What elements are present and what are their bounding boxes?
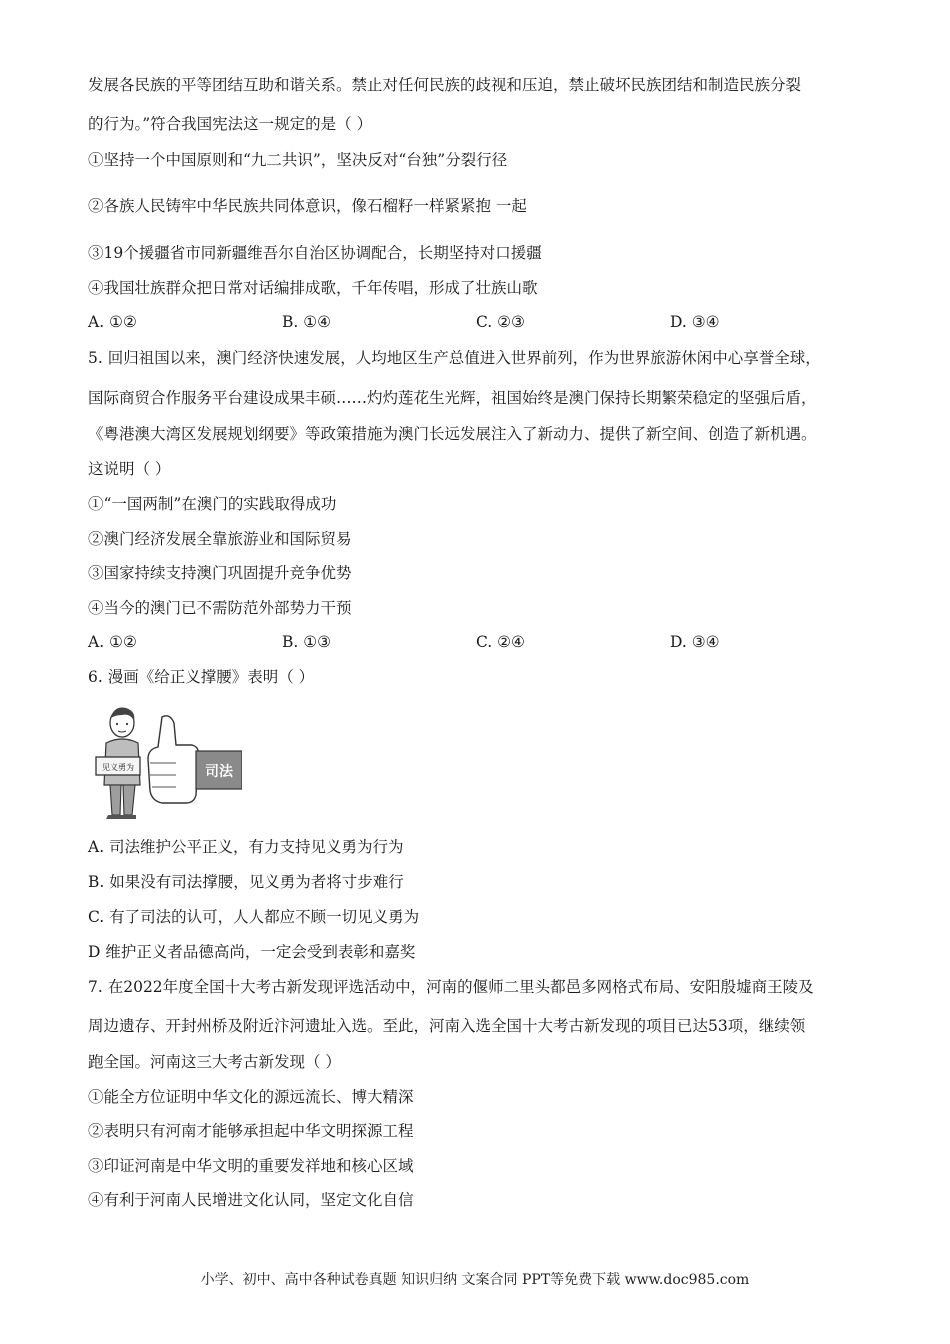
sleeve-text: 司法 <box>205 764 233 780</box>
q7-statement-1: ①能全方位证明中华文化的源远流长、博大精深 <box>88 1088 414 1106</box>
sign-board <box>96 757 140 775</box>
q5-option-c: C. ②④ <box>476 633 525 651</box>
q5-stem-line-4: 这说明（ ） <box>88 460 171 478</box>
q4-option-d: D. ③④ <box>670 313 720 331</box>
q4-stem-line-2: 的行为。”符合我国宪法这一规定的是（ ） <box>88 115 373 133</box>
q5-options <box>88 632 868 652</box>
justice-comic-image <box>92 703 242 821</box>
q7-statement-2: ②表明只有河南才能够承担起中华文明探源工程 <box>88 1122 414 1140</box>
page-footer: 小学、初中、高中各种试卷真题 知识归纳 文案合同 PPT等免费下载 www.doc985.com <box>200 1272 750 1288</box>
q7-stem-line-3: 跑全国。河南这三大考古新发现（ ） <box>88 1053 341 1071</box>
q4-option-a: A. ①② <box>88 313 137 331</box>
q4-statement-2: ②各族人民铸牢中华民族共同体意识，像石榴籽一样紧紧抱 一起 <box>88 197 527 215</box>
q5-statement-2: ②澳门经济发展全靠旅游业和国际贸易 <box>88 530 352 548</box>
q5-stem-line-3: 《粤港澳大湾区发展规划纲要》等政策措施为澳门长远发展注入了新动力、提供了新空间、创造了新机遇。 <box>88 425 817 443</box>
q7-stem-line-2: 周边遗存、开封州桥及附近汴河遗址入选。至此，河南入选全国十大考古新发现的项目已达53项，继续领 <box>88 1017 806 1035</box>
q5-option-b: B. ①③ <box>282 633 332 651</box>
q6-option-d: D 维护正义者品德高尚，一定会受到表彰和嘉奖 <box>88 943 416 961</box>
q6-option-a: A. 司法维护公平正义，有力支持见义勇为行为 <box>88 838 404 856</box>
q5-option-a: A. ①② <box>88 633 137 651</box>
q4-option-b: B. ①④ <box>282 313 332 331</box>
q5-stem-line-1: 5. 回归祖国以来，澳门经济快速发展，人均地区生产总值进入世界前列，作为世界旅游休闲中心享誉全球， <box>88 349 821 367</box>
judiciary-sleeve <box>196 751 242 789</box>
q5-statement-3: ③国家持续支持澳门巩固提升竞争优势 <box>88 564 352 582</box>
q4-stem-line-1: 发展各民族的平等团结互助和谐关系。禁止对任何民族的歧视和压迫，禁止破坏民族团结和制造民族分裂 <box>88 76 802 94</box>
q5-option-d: D. ③④ <box>670 633 720 651</box>
q6-stem: 6. 漫画《给正义撑腰》表明（ ） <box>88 668 315 686</box>
q4-statement-1: ①坚持一个中国原则和“九二共识”，坚决反对“台独”分裂行径 <box>88 151 508 169</box>
q6-option-c: C. 有了司法的认可，人人都应不顾一切见义勇为 <box>88 908 420 926</box>
q6-option-b: B. 如果没有司法撑腰，见义勇为者将寸步难行 <box>88 873 404 891</box>
q7-stem-line-1: 7. 在2022年度全国十大考古新发现评选活动中，河南的偃师二里头都邑多网格式布局、安阳殷墟商王陵及 <box>88 978 814 996</box>
q7-statement-4: ④有利于河南人民增进文化认同，坚定文化自信 <box>88 1191 414 1209</box>
q4-option-c: C. ②③ <box>476 313 525 331</box>
q4-options <box>88 312 868 332</box>
q5-statement-1: ①“一国两制”在澳门的实践取得成功 <box>88 495 337 513</box>
q4-statement-4: ④我国壮族群众把日常对话编排成歌，千年传唱，形成了壮族山歌 <box>88 279 538 297</box>
q4-statement-3: ③19个援疆省市同新疆维吾尔自治区协调配合，长期坚持对口援疆 <box>88 244 542 262</box>
q5-statement-4: ④当今的澳门已不需防范外部势力干预 <box>88 599 352 617</box>
q5-stem-line-2: 国际商贸合作服务平台建设成果丰硕……灼灼莲花生光辉，祖国始终是澳门保持长期繁荣稳定的坚强后盾， <box>88 389 817 407</box>
q7-statement-3: ③印证河南是中华文明的重要发祥地和核心区域 <box>88 1157 414 1175</box>
thumbs-up-hand-icon <box>148 716 198 803</box>
sign-text: 见义勇为 <box>102 763 134 772</box>
